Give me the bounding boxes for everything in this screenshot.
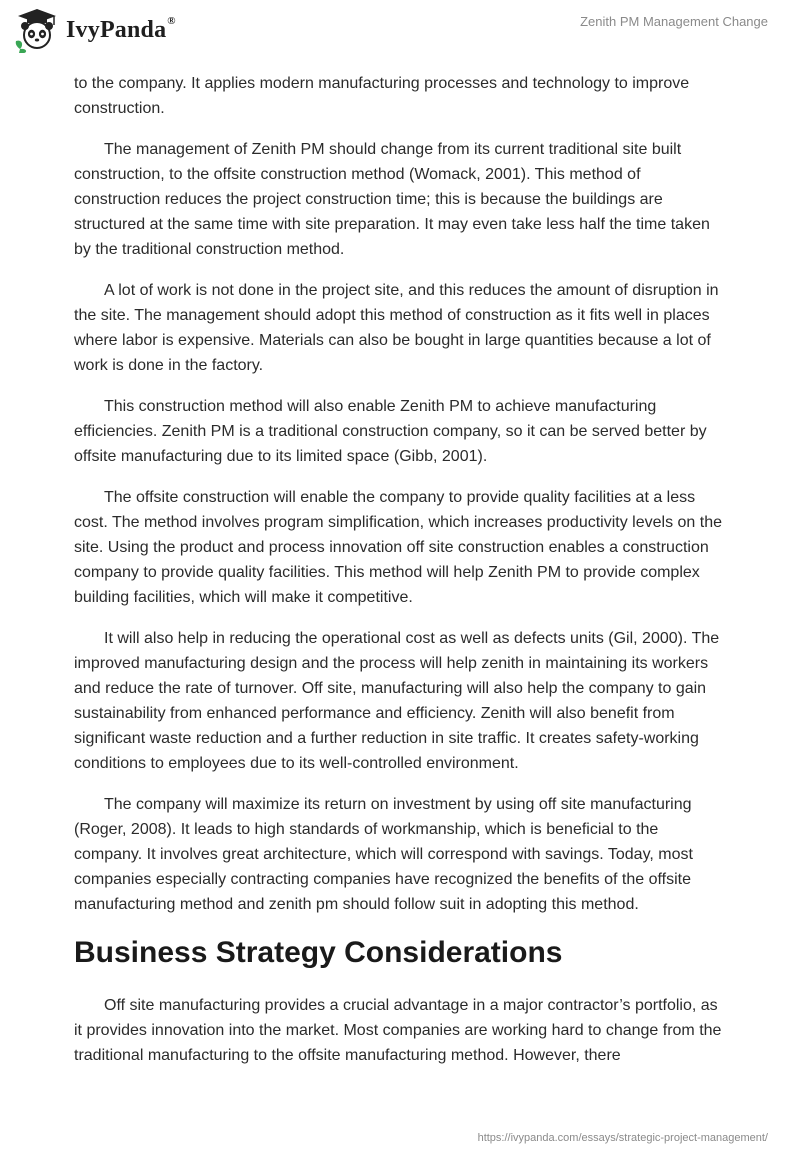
paragraph: It will also help in reducing the operational cost as well as defects units (Gil, 2000). The improved manufacturing design and the process will help zenith in maintaining its workers and reduce the rate of turnover. Off site, manufacturing will also help the company to gain sustainability from enhanced performance and efficiency. Zenith will also benefit from significant waste reduction and a further reduction in site traffic. It creates safety-working conditions to employees due to its well-controlled environment. xyxy=(74,630,720,772)
ivypanda-logo[interactable] xyxy=(14,7,176,53)
paragraph: The company will maximize its return on investment by using off site manufacturing (Roger, 2008). It leads to high standards of workmanship, which is beneficial to the company. It involves great architecture, which will correspond with savings. Today, most companies especially contracting companies have recognized the benefits of the offsite manufacturing method and zenith pm should follow suit in adopting this method. xyxy=(74,796,693,913)
page-header xyxy=(0,0,800,64)
paragraph: This construction method will also enable Zenith PM to achieve manufacturing efficiencies. Zenith PM is a traditional construction company, so it can be served better by offsite manufacturing due to its limited space (Gibb, 2001). xyxy=(74,398,707,465)
paragraph: The management of Zenith PM should change from its current traditional site built construction, to the offsite construction method (Womack, 2001). This method of construction reduces the project construction time; this is because the buildings are structured at the same time with site preparation. It may even take less half the time taken by the traditional construction method. xyxy=(74,141,710,258)
essay-body xyxy=(74,71,726,1084)
paragraph: The offsite construction will enable the company to provide quality facilities at a less cost. The method involves program simplification, which increases productivity levels on the site. Using the product and process innovation off site construction enables a construction company to provide quality facilities. This method will help Zenith PM to provide complex building facilities, which will make it competitive. xyxy=(74,489,722,606)
brand-name: IvyPanda® xyxy=(66,14,176,43)
source-url-link[interactable]: https://ivypanda.com/essays/strategic-project-management/ xyxy=(477,1132,768,1144)
panda-graduate-icon xyxy=(14,7,60,53)
paragraph: Off site manufacturing provides a crucial advantage in a major contractor’s portfolio, as it provides innovation into the market. Most companies are working hard to change from the traditional manufacturing to the offsite manufacturing method. However, there xyxy=(74,997,722,1064)
document-title: Zenith PM Management Change xyxy=(580,14,768,29)
paragraph: to the company. It applies modern manufacturing processes and technology to improve construction. xyxy=(74,75,690,117)
section-heading: Business Strategy Considerations xyxy=(74,936,563,969)
paragraph: A lot of work is not done in the project site, and this reduces the amount of disruption in the site. The management should adopt this method of construction as it fits well in places where labor is expensive. Materials can also be bought in large quantities because a lot of work is done in the factory. xyxy=(74,282,719,374)
